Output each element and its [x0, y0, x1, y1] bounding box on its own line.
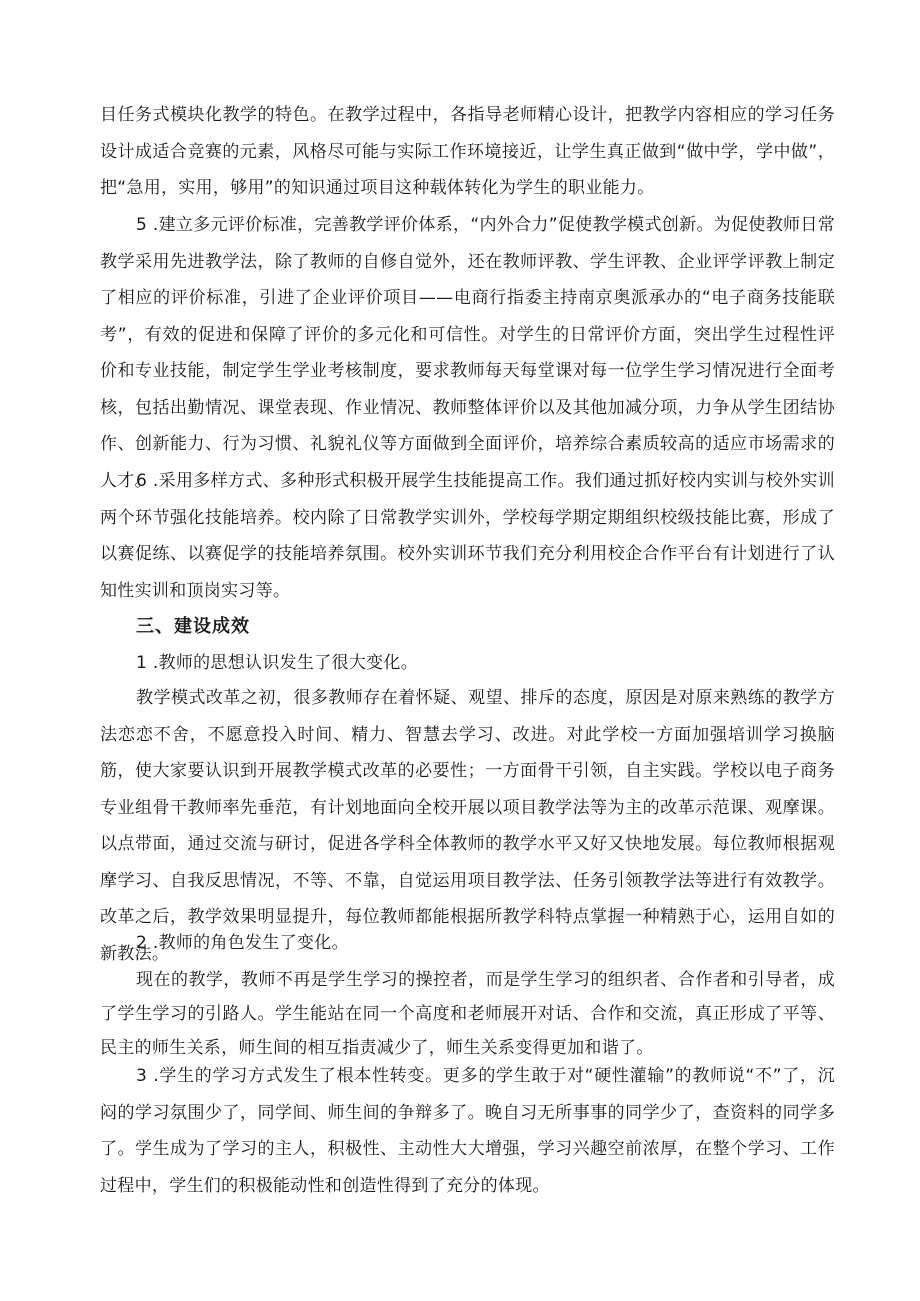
paragraph-item-2-body: 现在的教学，教师不再是学生学习的操控者，而是学生学习的组织者、合作者和引导者，成了学生学习的引路人。学生能站在同一个高度和老师展开对话、合作和交流，真正形成了平等、民主的师生关系，师生间的相互指责减少了，师生关系变得更加和谐了。: [100, 970, 835, 1058]
section-heading-results: 三、建设成效: [136, 616, 250, 637]
paragraph-item-3: 3 .学生的学习方式发生了根本性转变。更多的学生敢于对“硬性灌输”的教师说“不”了，沉闷的学习氛围少了，同学间、师生间的争辩多了。晚自习无所事事的同学少了，查资料的同学多了。学生成为了学习的主人，积极性、主动性大大增强，学习兴趣空前浓厚，在整个学习、工作过程中，学生们的积极能动性和创造性得到了充分的体现。: [100, 1066, 835, 1196]
paragraph-item-5: 5 .建立多元评价标准，完善教学评价体系，“内外合力”促使教学模式创新。为促使教师日常教学采用先进教学法，除了教师的自修自觉外，还在教师评教、学生评教、企业评学评教上制定了相应的评价标准，引进了企业评价项目——电商行指委主持南京奥派承办的“电子商务技能联考”，有效的促进和保障了评价的多元化和可信性。对学生的日常评价方面，突出学生过程性评价和专业技能，制定学生学业考核制度，要求教师每天每堂课对每一位学生学习情况进行全面考核，包括出勤情况、课堂表现、作业情况、教师整体评价以及其他加减分项，力争从学生团结协作、创新能力、行为习惯、礼貌礼仪等方面做到全面评价，培养综合素质较高的适应市场需求的人才。: [100, 215, 835, 491]
subheading-item-2: 2 .教师的角色发生了变化。: [136, 933, 349, 953]
subheading-item-1: 1 .教师的思想认识发生了很大变化。: [136, 653, 419, 673]
paragraph-item-1-body: 教学模式改革之初，很多教师存在着怀疑、观望、排斥的态度，原因是对原来熟练的教学方法恋恋不舍，不愿意投入时间、精力、智慧去学习、改进。对此学校一方面加强培训学习换脑筋，使大家要认识到开展教学模式改革的必要性；一方面骨干引领，自主实践。学校以电子商务专业组骨干教师率先垂范，有计划地面向全校开展以项目教学法等为主的改革示范课、观摩课。以点带面，通过交流与研讨，促进各学科全体教师的教学水平又好又快地发展。每位教师根据观摩学习、自我反思情况，不等、不靠，自觉运用项目教学法、任务引领教学法等进行有效教学。改革之后，教学效果明显提升，每位教师都能根据所教学科特点掌握一种精熟于心，运用自如的新教法。: [100, 688, 835, 964]
paragraph-item-6: 6 .采用多样方式、多种形式积极开展学生技能提高工作。我们通过抓好校内实训与校外实训两个环节强化技能培养。校内除了日常教学实训外，学校每学期定期组织校级技能比赛，形成了以赛促练、以赛促学的技能培养氛围。校外实训环节我们充分利用校企合作平台有计划进行了认知性实训和顶岗实习等。: [100, 471, 835, 601]
paragraph-intro: 目任务式模块化教学的特色。在教学过程中，各指导老师精心设计，把教学内容相应的学习任务设计成适合竞赛的元素，风格尽可能与实际工作环境接近，让学生真正做到“做中学，学中做”，把“急用，实用，够用”的知识通过项目这种载体转化为学生的职业能力。: [100, 105, 835, 198]
